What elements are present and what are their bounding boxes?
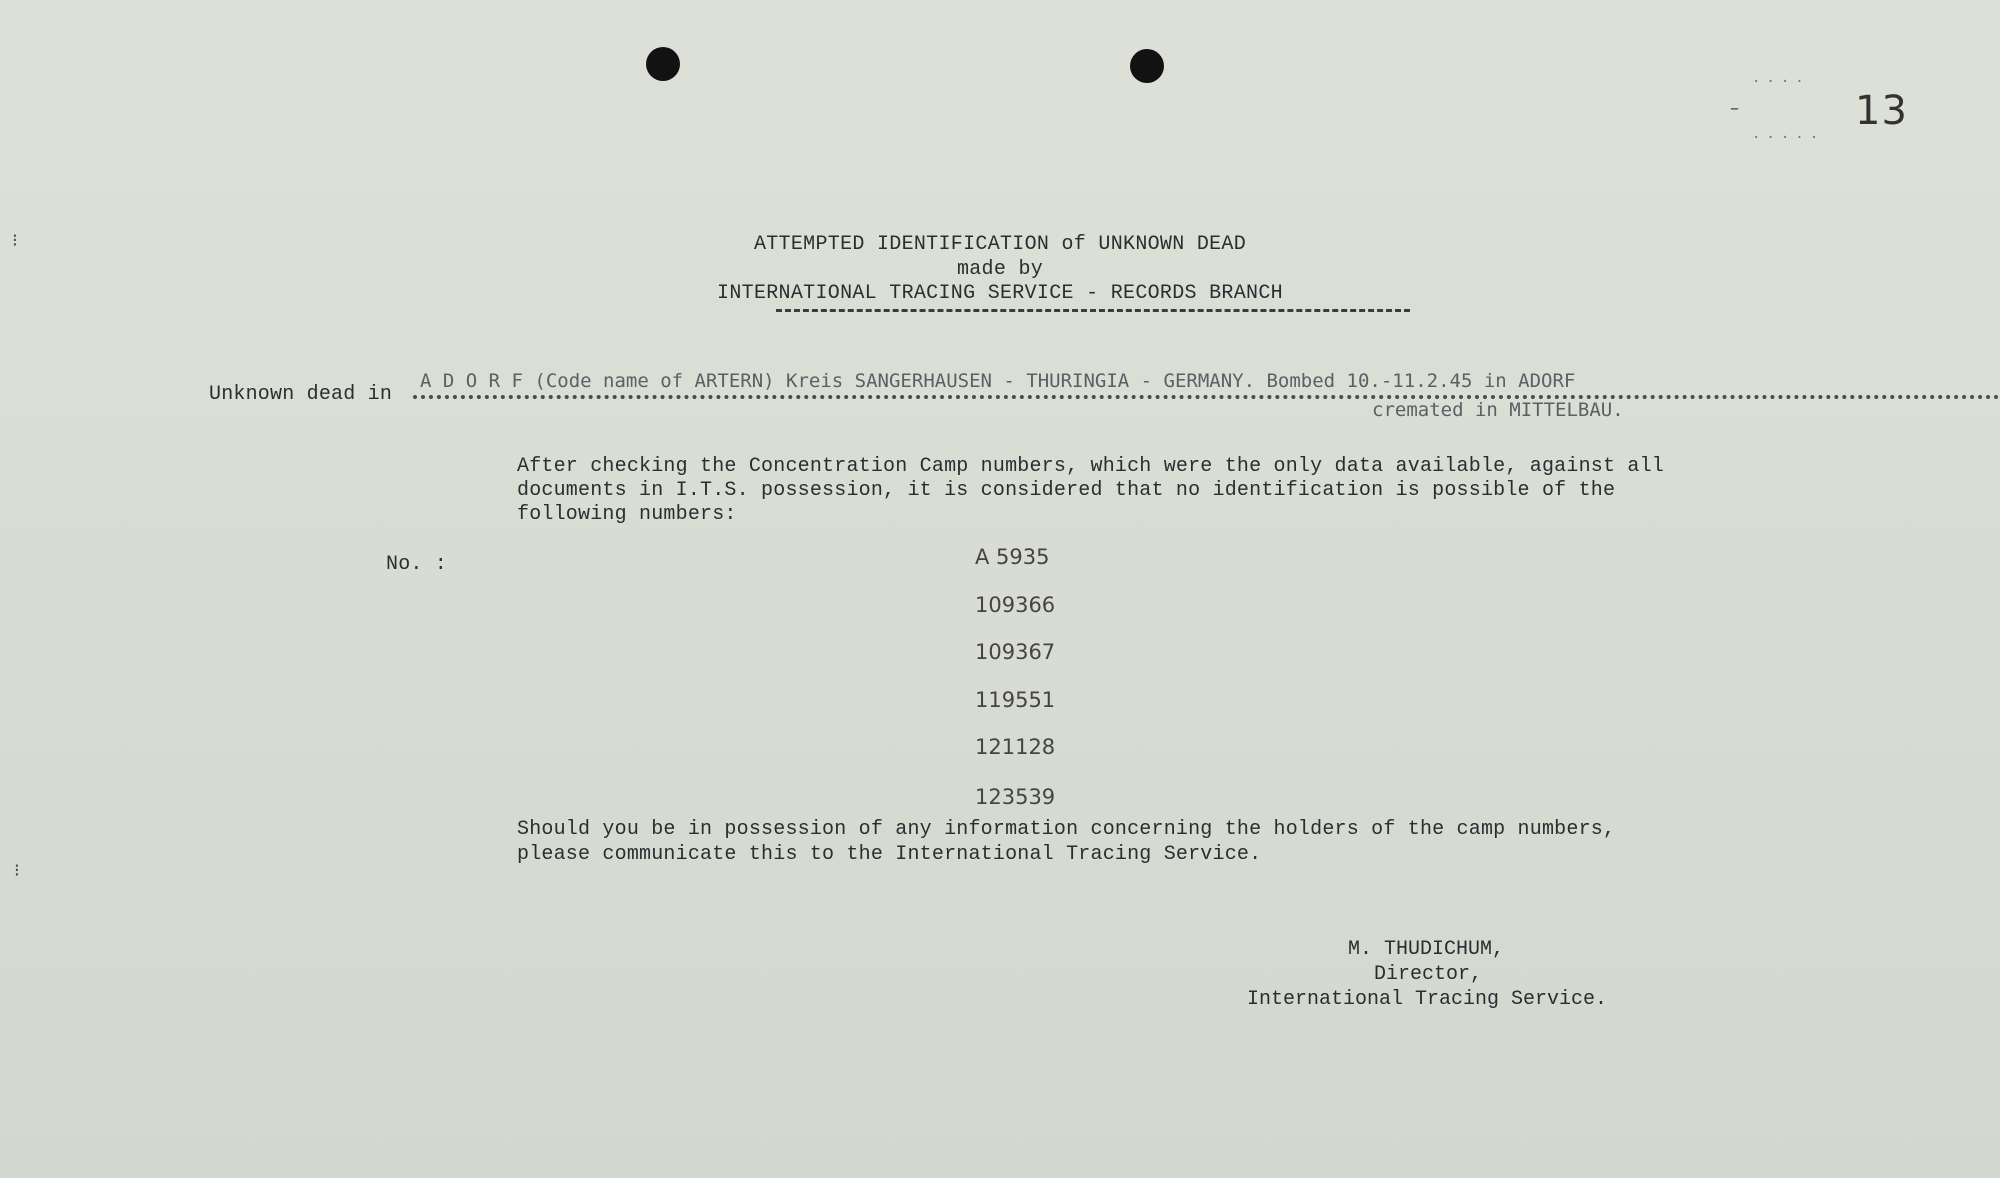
header-organization: INTERNATIONAL TRACING SERVICE - RECORDS BRANCH — [717, 282, 1283, 305]
header-title: ATTEMPTED IDENTIFICATION of UNKNOWN DEAD — [753, 233, 1247, 256]
signatory-title: Director, — [1374, 963, 1483, 986]
pencil-marks: ..... — [1752, 126, 1825, 142]
signatory-name: M. THUDICHUM, — [1348, 938, 1505, 961]
closing-text-line-2: please communicate this to the International Tracing Service. — [517, 843, 1262, 866]
camp-number: 121128 — [975, 735, 1056, 759]
edge-mark: ⁝ — [14, 860, 20, 881]
numbers-label: No. : — [386, 553, 448, 576]
pencil-dash: – — [1730, 98, 1739, 119]
edge-mark: ⁝ — [12, 230, 18, 251]
pencil-marks: .... — [1752, 70, 1810, 86]
camp-number: 109366 — [975, 593, 1056, 617]
intro-text-line-2: documents in I.T.S. possession, it is considered that no identification is possible of the — [517, 479, 1616, 502]
camp-number: 109367 — [975, 640, 1056, 664]
header-made-by: made by — [956, 258, 1044, 281]
location-entry: A D O R F (Code name of ARTERN) Kreis SANGERHAUSEN - THURINGIA - GERMANY. Bombed 10.-11.2.45 in ADORF — [420, 370, 1576, 392]
punch-hole-left — [646, 47, 680, 81]
punch-hole-right — [1130, 49, 1164, 83]
camp-number: A 5935 — [975, 545, 1050, 569]
location-dotted-line — [413, 395, 2000, 399]
header-rule — [776, 309, 1410, 312]
location-label: Unknown dead in — [209, 383, 393, 406]
signatory-organization: International Tracing Service. — [1247, 988, 1608, 1011]
intro-text-line-1: After checking the Concentration Camp numbers, which were the only data available, against all — [517, 455, 1664, 478]
camp-number: 119551 — [975, 688, 1056, 712]
page-number: 13 — [1855, 88, 1908, 134]
intro-text-line-3: following numbers: — [517, 503, 737, 526]
closing-text-line-1: Should you be in possession of any information concerning the holders of the camp numbers, — [517, 818, 1616, 841]
location-entry-cremated: cremated in MITTELBAU. — [1372, 399, 1624, 421]
camp-number: 123539 — [975, 785, 1056, 809]
